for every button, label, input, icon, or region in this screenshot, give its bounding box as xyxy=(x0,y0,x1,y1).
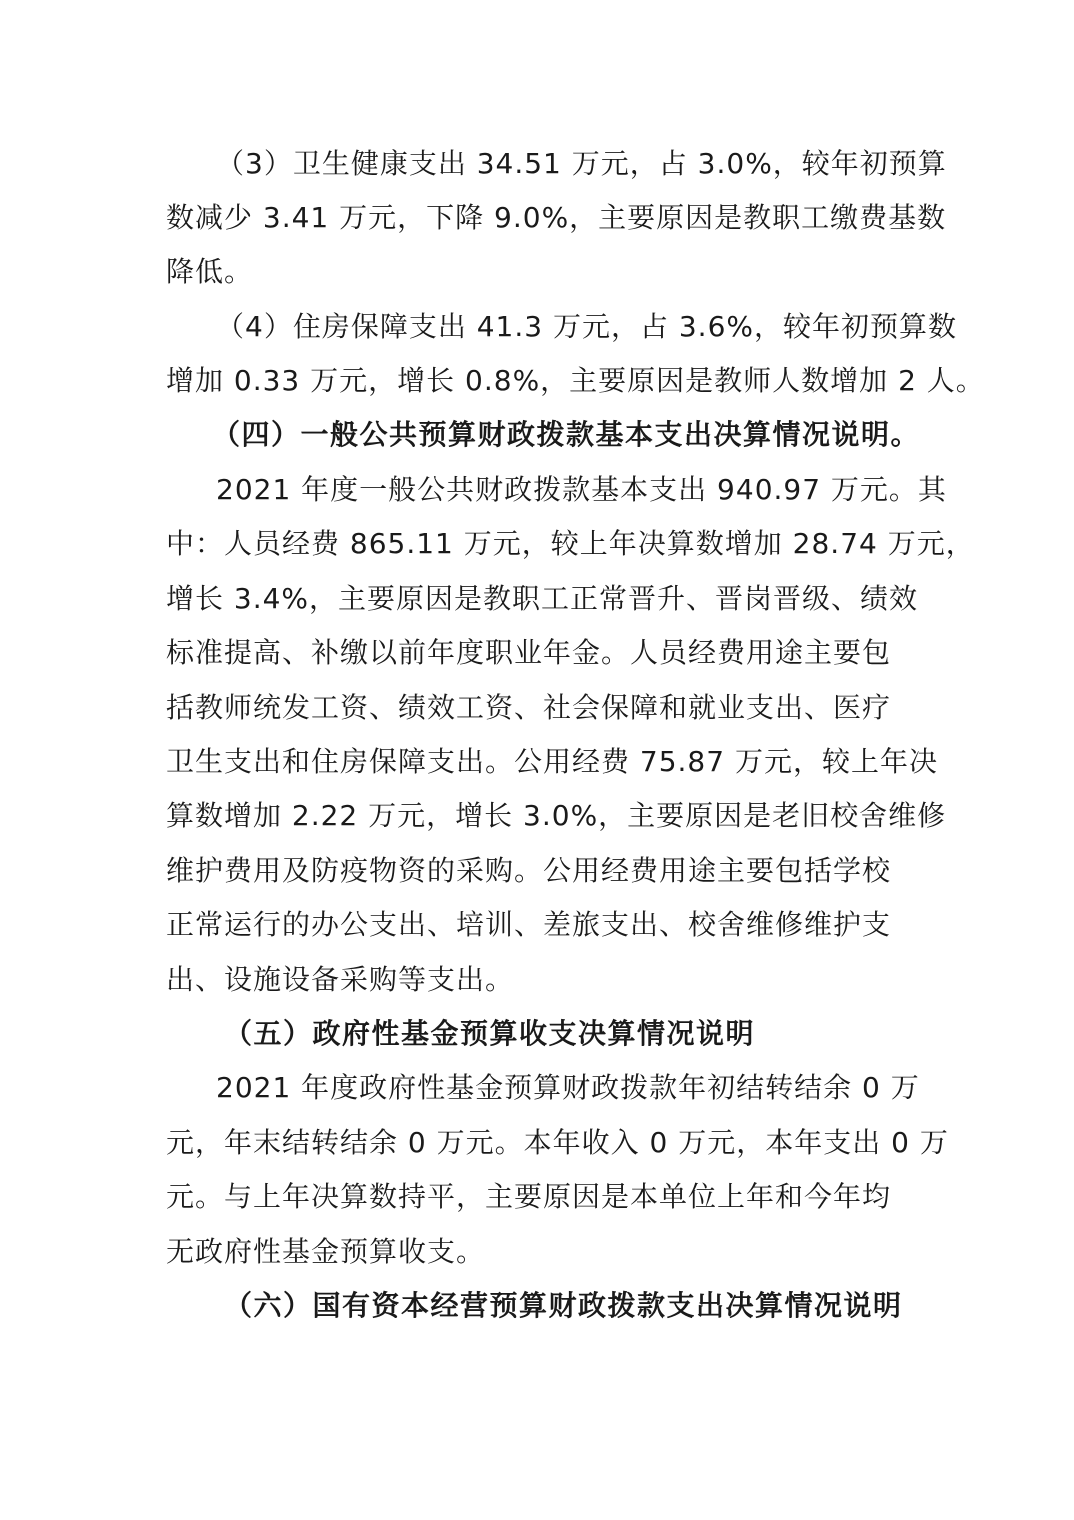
paragraph-line: 括教师统发工资、绩效工资、社会保障和就业支出、医疗 xyxy=(166,691,892,724)
section-heading: （六）国有资本经营预算财政拨款支出决算情况说明 xyxy=(224,1289,903,1322)
paragraph-line: （3）卫生健康支出 34.51 万元，占 3.0%，较年初预算 xyxy=(216,147,947,180)
paragraph-line: 数减少 3.41 万元，下降 9.0%，主要原因是教职工缴费基数 xyxy=(166,201,947,234)
paragraph-line: 2021 年度政府性基金预算财政拨款年初结转结余 0 万 xyxy=(216,1071,920,1104)
paragraph-line: 元，年末结转结余 0 万元。本年收入 0 万元，本年支出 0 万 xyxy=(166,1126,949,1159)
paragraph-line: 卫生支出和住房保障支出。公用经费 75.87 万元，较上年决 xyxy=(166,745,938,778)
paragraph-line: 维护费用及防疫物资的采购。公用经费用途主要包括学校 xyxy=(166,854,892,887)
paragraph-line: 降低。 xyxy=(166,255,254,288)
paragraph-line: （4）住房保障支出 41.3 万元，占 3.6%，较年初预算数 xyxy=(216,310,957,343)
section-heading: （五）政府性基金预算收支决算情况说明 xyxy=(224,1017,756,1050)
paragraph-line: 增加 0.33 万元，增长 0.8%，主要原因是教师人数增加 2 人。 xyxy=(166,364,985,397)
paragraph-line: 元。与上年决算数持平，主要原因是本单位上年和今年均 xyxy=(166,1180,892,1213)
paragraph-line: 2021 年度一般公共财政拨款基本支出 940.97 万元。其 xyxy=(216,473,947,506)
paragraph-line: 标准提高、补缴以前年度职业年金。人员经费用途主要包 xyxy=(166,636,892,669)
paragraph-line: 增长 3.4%，主要原因是教职工正常晋升、晋岗晋级、绩效 xyxy=(166,582,919,615)
paragraph-line: 无政府性基金预算收支。 xyxy=(166,1235,486,1268)
paragraph-line: 算数增加 2.22 万元，增长 3.0%，主要原因是老旧校舍维修 xyxy=(166,799,947,832)
paragraph-line: 正常运行的办公支出、培训、差旅支出、校舍维修维护支 xyxy=(166,908,892,941)
paragraph-line: 中：人员经费 865.11 万元，较上年决算数增加 28.74 万元， xyxy=(166,527,975,560)
paragraph-line: 出、设施设备采购等支出。 xyxy=(166,963,515,996)
section-heading: （四）一般公共预算财政拨款基本支出决算情况说明。 xyxy=(212,418,921,451)
